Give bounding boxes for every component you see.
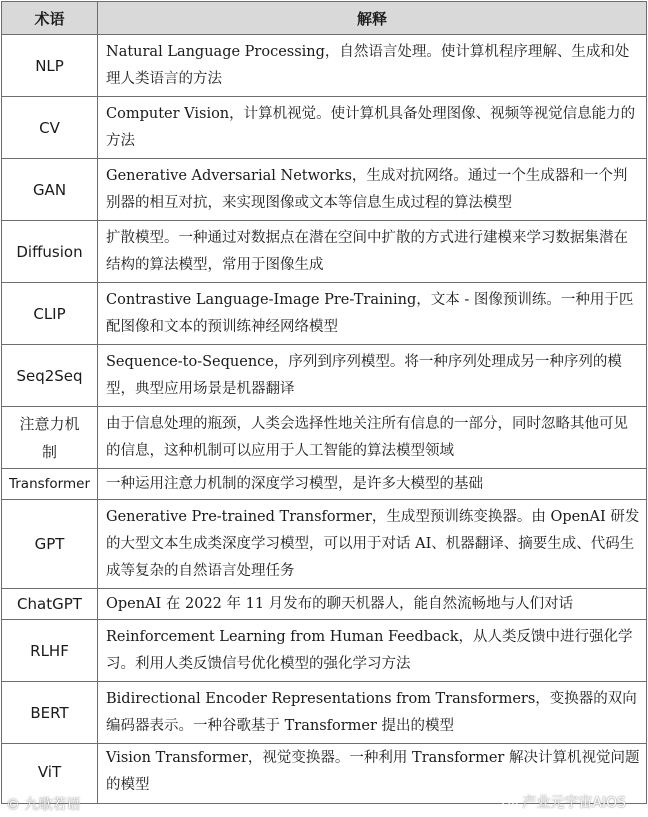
table-row	[2, 682, 647, 744]
definition-cell: Reinforcement Learning from Human Feedback，从人类反馈中进行强化学习。利用人类反馈信号优化模型的强化学习方法	[98, 620, 647, 682]
term-cell: RLHF	[2, 620, 98, 682]
wechat-icon	[502, 797, 518, 808]
table-row	[2, 345, 647, 407]
definition-cell: Computer Vision，计算机视觉。使计算机具备处理图像、视频等视觉信息能力的方法	[98, 97, 647, 159]
term-cell: CV	[2, 97, 98, 159]
term-cell: GAN	[2, 159, 98, 221]
definition-cell: OpenAI 在 2022 年 11 月发布的聊天机器人，能自然流畅地与人们对话	[98, 589, 647, 620]
term-cell: CLIP	[2, 283, 98, 345]
header-term: 术语	[2, 2, 98, 35]
term-cell: Diffusion	[2, 221, 98, 283]
table-row	[2, 97, 647, 159]
term-cell: ViT	[2, 744, 98, 804]
table-row	[2, 221, 647, 283]
definition-cell: Generative Pre-trained Transformer，生成型预训练变换器。由 OpenAI 研发的大型文本生成类深度学习模型，可以用于对话 AI、机器翻译、摘要生成、代码生成等复杂的自然语言处理任务	[98, 500, 647, 589]
table-row	[2, 500, 647, 589]
table-row	[2, 620, 647, 682]
table-row	[2, 589, 647, 620]
term-cell: ChatGPT	[2, 589, 98, 620]
definition-cell: Generative Adversarial Networks，生成对抗网络。通过一个生成器和一个判别器的相互对抗，来实现图像或文本等信息生成过程的算法模型	[98, 159, 647, 221]
term-cell: 注意力机制	[2, 407, 98, 469]
table-row	[2, 469, 647, 500]
header-definition: 解释	[98, 2, 647, 35]
term-cell: Seq2Seq	[2, 345, 98, 407]
table-row	[2, 283, 647, 345]
watermark-right	[502, 792, 626, 812]
table-row	[2, 35, 647, 97]
term-cell: GPT	[2, 500, 98, 589]
definition-cell: 一种运用注意力机制的深度学习模型，是许多大模型的基础	[98, 469, 647, 500]
glossary-table	[1, 1, 647, 804]
definition-cell: 扩散模型。一种通过对数据点在潜在空间中扩散的方式进行建模来学习数据集潜在结构的算法模型，常用于图像生成	[98, 221, 647, 283]
watermark-right-text: 产业元宇宙AIOS	[522, 795, 626, 811]
term-cell: Transformer	[2, 469, 98, 500]
table-row	[2, 159, 647, 221]
definition-cell: Vision Transformer，视觉变换器。一种利用 Transformer 解决计算机视觉问题的模型	[98, 744, 647, 804]
table-row	[2, 407, 647, 469]
watermark-left: © 九歌若语	[6, 797, 81, 813]
definition-cell: Natural Language Processing，自然语言处理。使计算机程序理解、生成和处理人类语言的方法	[98, 35, 647, 97]
table-header-row	[2, 2, 647, 35]
definition-cell: 由于信息处理的瓶颈，人类会选择性地关注所有信息的一部分，同时忽略其他可见的信息，这种机制可以应用于人工智能的算法模型领域	[98, 407, 647, 469]
definition-cell: Contrastive Language-Image Pre-Training，文本 - 图像预训练。一种用于匹配图像和文本的预训练神经网络模型	[98, 283, 647, 345]
definition-cell: Bidirectional Encoder Representations from Transformers，变换器的双向编码器表示。一种谷歌基于 Transformer 提出的模型	[98, 682, 647, 744]
definition-cell: Sequence-to-Sequence，序列到序列模型。将一种序列处理成另一种序列的模型，典型应用场景是机器翻译	[98, 345, 647, 407]
term-cell: BERT	[2, 682, 98, 744]
term-cell: NLP	[2, 35, 98, 97]
